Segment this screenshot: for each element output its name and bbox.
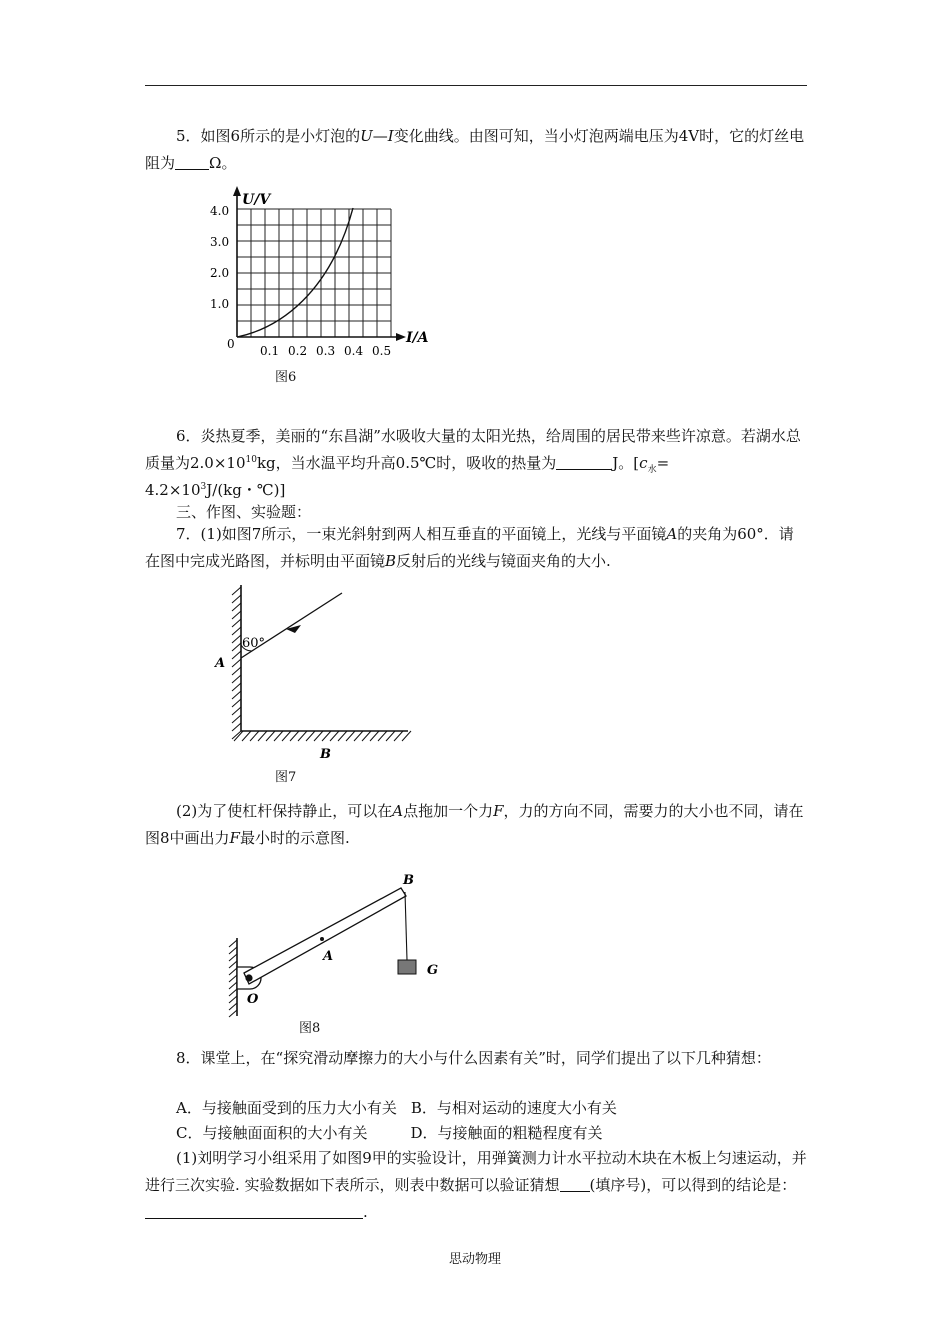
answer-blank[interactable] [560, 1176, 590, 1192]
y-tick-label: 2.0 [210, 266, 230, 280]
angle-label: 60° [242, 636, 266, 651]
label-a: A [215, 656, 226, 671]
figure-6-graph [210, 188, 440, 363]
question-8-options-ab [176, 1095, 807, 1122]
option-d: D．与接触面的粗糙程度有关 [410, 1124, 603, 1142]
question-6: 6．炎热夏季，美丽的“东昌湖”水吸收大量的太阳光热，给周围的居民带来些许凉意。若湖水总质量为$2.0\times 10^{10}kg$，当水温平均升高0.5℃时，吸收的热量为 J。[$c_水=$ $4.2\times 10^3J/(kg$・℃)] [145, 427, 801, 499]
figure-8-lever [220, 868, 460, 1018]
question-7-part-1: 7．(1)如图7所示，一束光斜射到两人相互垂直的平面镜上，光线与平面镜A的夹角为60°．请在图中完成光路图，并标明由平面镜B反射后的光线与镜面夹角的大小. [145, 525, 794, 570]
option-b: B．与相对运动的速度大小有关 [410, 1099, 617, 1117]
label-b: B [403, 873, 414, 888]
footer: 思动物理 [448, 1252, 501, 1267]
string [405, 892, 407, 960]
question-8-options-cd [176, 1120, 807, 1147]
label-o: O [247, 992, 259, 1007]
point-a [320, 937, 324, 941]
figure-7-mirrors [210, 585, 410, 765]
answer-blank[interactable] [175, 154, 209, 170]
question-5: 5．如图6所示的是小灯泡的U—I变化曲线。由图可知，当小灯泡两端电压为4V时，它的灯丝电阻为 Ω。 [145, 127, 805, 172]
section-3-heading: 三、作图、实验题： [176, 503, 312, 521]
question-8-part-1: (1)刘明学习小组采用了如图9甲的实验设计，用弹簧测力计水平拉动木块在木板上匀速运动，并进行三次实验. 实验数据如下表所示，则表中数据可以验证猜想 (填序号)，可以得到的结论是：. [145, 1149, 807, 1221]
figure-6-caption: 图6 [275, 370, 297, 385]
ray-arrow [286, 625, 301, 633]
x-tick-label: 0.3 [316, 344, 336, 358]
figure-7-caption: 图7 [275, 770, 297, 785]
option-a: A．与接触面受到的压力大小有关 [176, 1099, 397, 1117]
question-7-part-2: (2)为了使杠杆保持静止，可以在A点拖加一个力F，力的方向不同，需要力的大小也不同，请在图8中画出力F最小时的示意图. [145, 802, 804, 847]
x-tick-label: 0.2 [288, 344, 308, 358]
x-tick-label: 0.1 [260, 344, 280, 358]
y-tick-label: 3.0 [210, 235, 230, 249]
x-tick-label: 0.5 [372, 344, 392, 358]
answer-blank[interactable] [145, 1203, 363, 1219]
origin-label: 0 [227, 337, 235, 351]
pivot-point [245, 974, 252, 981]
x-tick-label: 0.4 [344, 344, 364, 358]
label-g: G [427, 963, 439, 978]
x-axis-label: I/A [406, 330, 429, 346]
figure-8-caption: 图8 [299, 1021, 321, 1036]
header-rule [145, 85, 807, 86]
lever-bar [244, 888, 406, 984]
y-tick-label: 4.0 [210, 204, 230, 218]
option-c: C．与接触面面积的大小有关 [176, 1124, 368, 1142]
label-b: B [320, 747, 331, 762]
y-tick-label: 1.0 [210, 297, 230, 311]
label-a: A [323, 949, 334, 964]
question-8-intro: 8．课堂上，在“探究滑动摩擦力的大小与什么因素有关”时，同学们提出了以下几种猜想： [176, 1049, 771, 1067]
weight-g [398, 960, 416, 974]
answer-blank[interactable] [556, 454, 612, 470]
y-axis-label: U/V [242, 192, 271, 208]
